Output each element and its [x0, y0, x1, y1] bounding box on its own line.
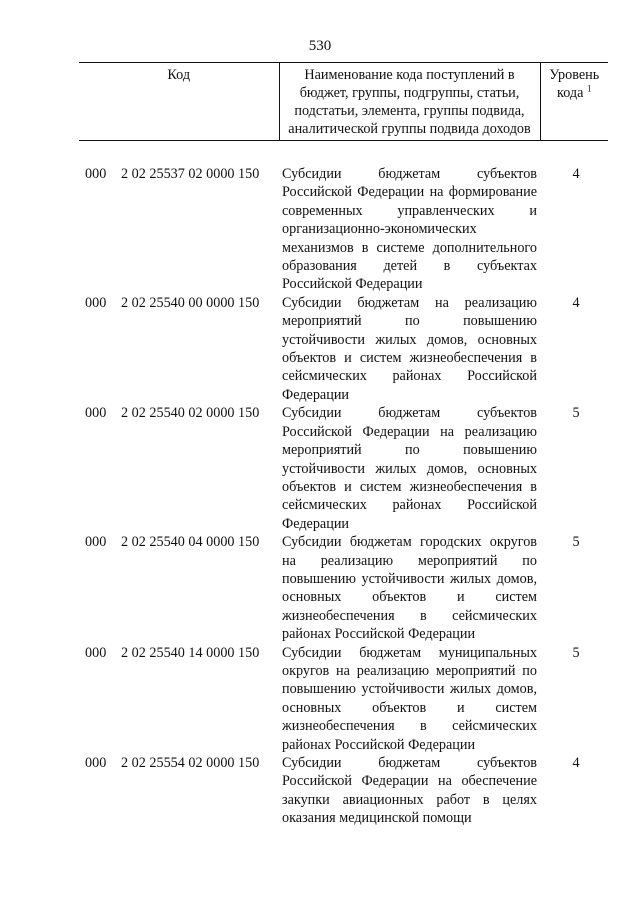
header-code: Код [79, 63, 279, 141]
header-name: Наименование кода поступлений в бюджет, группы, подгруппы, статьи, подстатьи, элемента, группы подвида, аналитической группы подвида доходов [279, 63, 540, 141]
header-level [540, 63, 608, 141]
revenue-code: 2 02 25554 02 0000 150 [121, 755, 260, 771]
header-level-footnote: 1 [586, 83, 592, 94]
admin-code: 000 [85, 405, 107, 422]
level-cell: 5 [572, 405, 580, 422]
admin-code: 000 [85, 755, 107, 771]
level-cell: 4 [572, 166, 580, 182]
revenue-code: 2 02 25540 14 0000 150 [121, 644, 260, 661]
code-cell [79, 533, 279, 643]
revenue-code: 2 02 25540 02 0000 150 [121, 405, 260, 422]
table-row [79, 644, 608, 754]
level-cell: 4 [572, 294, 580, 311]
admin-code: 000 [85, 644, 107, 661]
revenue-codes-table [79, 62, 608, 828]
name-cell: Субсидии бюджетам субъектов Российской Федерации на реализацию мероприятий по повышению устойчивости жилых домов, основных объектов и систем жизнеобеспечения в сейсмических районах Российской Федерации [282, 405, 537, 532]
page-number: 530 [308, 38, 332, 54]
header-level-label: Уровень кода [549, 67, 600, 101]
name-cell: Субсидии бюджетам субъектов Российской Федерации на обеспечение закупки авиационных работ в целях оказания медицинской помощи [282, 755, 537, 827]
table-spacer [79, 141, 608, 166]
code-cell [79, 644, 279, 754]
table-row [79, 294, 608, 404]
name-cell: Субсидии бюджетам субъектов Российской Федерации на формирование современных управленческих и организационно-экономических механизмов в системе дополнительного образования детей в субъектах Российской Федерации [282, 166, 537, 293]
name-cell: Субсидии бюджетам муниципальных округов на реализацию мероприятий по повышению устойчивости жилых домов, основных объектов и систем жизнеобеспечения в сейсмических районах Российской Федерации [282, 644, 537, 753]
revenue-code: 2 02 25540 04 0000 150 [121, 534, 260, 551]
table-row [79, 404, 608, 533]
code-cell [79, 165, 279, 294]
level-cell: 5 [572, 644, 580, 661]
table-row [79, 165, 608, 294]
admin-code: 000 [85, 294, 107, 311]
table-row [79, 533, 608, 643]
revenue-code: 2 02 25537 02 0000 150 [121, 166, 260, 182]
level-cell: 4 [572, 755, 580, 771]
code-cell [79, 404, 279, 533]
code-cell [79, 294, 279, 404]
revenue-code: 2 02 25540 00 0000 150 [121, 294, 260, 311]
name-cell: Субсидии бюджетам на реализацию мероприятий по повышению устойчивости жилых домов, основных объектов и систем жизнеобеспечения в сейсмических районах Российской Федерации [282, 294, 537, 403]
name-cell: Субсидии бюджетам городских округов на реализацию мероприятий по повышению устойчивости жилых домов, основных объектов и систем жизнеобеспечения в сейсмических районах Российской Федерации [282, 534, 537, 643]
table-header-row [79, 63, 608, 141]
code-cell [79, 754, 279, 828]
admin-code: 000 [85, 166, 107, 182]
table-row [79, 754, 608, 828]
level-cell: 5 [572, 534, 580, 551]
admin-code: 000 [85, 534, 107, 551]
